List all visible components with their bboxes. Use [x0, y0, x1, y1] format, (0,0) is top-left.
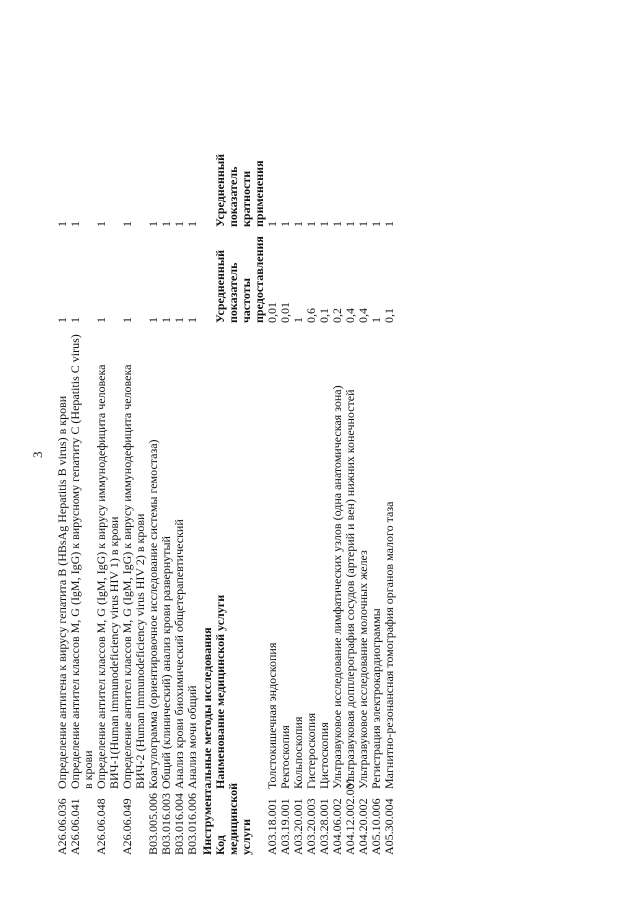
table-row	[186, 25, 199, 855]
frequency-value: 1	[94, 317, 108, 323]
multiplicity-value: 1	[55, 221, 69, 227]
service-name: Определение антител классов M, G (IgM, IgG) к вирусному гепатиту C (Hepatitis C virus) в крови	[68, 334, 95, 789]
frequency-value: 1	[55, 317, 69, 323]
multiplicity-value: 1	[330, 221, 344, 227]
multiplicity-value: 1	[304, 221, 318, 227]
table-row	[121, 25, 147, 855]
service-name: Определение антител классов M, G (IgM, IgG) к вирусу иммунодефицита человека ВИЧ-2 (Human immunodeficiency virus HIV 2) в крови	[120, 364, 147, 789]
service-code: A04.12.002.001	[343, 777, 357, 855]
service-name: Толстокишечная эндоскопия	[265, 642, 279, 789]
frequency-value: 1	[120, 317, 134, 323]
services-table	[56, 25, 396, 855]
frequency-value: 1	[172, 317, 186, 323]
service-code: B03.016.006	[185, 792, 199, 855]
header-frequency: Усредненный показатель частоты предоставления	[213, 236, 266, 323]
frequency-value: 0,1	[317, 308, 331, 323]
table-body-top	[56, 25, 199, 855]
multiplicity-value: 1	[291, 221, 305, 227]
service-name: Определение антител классов M, G (IgM, IgG) к вирусу иммунодефицита человека ВИЧ-1(Human immunodeficiency virus HIV 1) в крови	[94, 364, 121, 789]
rotated-sheet	[30, 25, 590, 875]
multiplicity-value: 1	[172, 221, 186, 227]
multiplicity-value: 1	[68, 221, 82, 227]
table-body-bottom	[266, 25, 396, 855]
multiplicity-value: 1	[317, 221, 331, 227]
multiplicity-value: 1	[146, 221, 160, 227]
service-code: A26.06.041	[68, 798, 82, 855]
service-name: Анализ крови биохимический общетерапевтический	[172, 519, 186, 789]
service-name: Ультразвуковое исследование лимфатических узлов (одна анатомическая зона)	[330, 385, 344, 789]
service-code: A26.06.036	[55, 798, 69, 855]
service-name: Ректоскопия	[278, 725, 292, 789]
service-name: Анализ мочи общий	[185, 685, 199, 789]
service-name: Определение антигена к вирусу гепатита B (HBsAg Hepatitis B virus) в крови	[55, 395, 69, 789]
frequency-value: 0,4	[343, 308, 357, 323]
multiplicity-value: 1	[265, 221, 279, 227]
service-name: Цистоскопия	[317, 722, 331, 789]
service-name: Ультразвуковое исследование молочных желез	[356, 550, 370, 789]
service-code: A05.30.004	[382, 798, 396, 855]
frequency-value: 0,4	[356, 308, 370, 323]
header-code: Код медицинской услуги	[213, 782, 253, 855]
frequency-value: 1	[146, 317, 160, 323]
frequency-value: 0,01	[278, 302, 292, 323]
service-code: B03.016.003	[159, 792, 173, 855]
service-name: Общий (клинический) анализ крови развернутый	[159, 536, 173, 789]
service-code: A04.06.002	[330, 798, 344, 855]
service-code: A03.18.001	[265, 798, 279, 855]
frequency-value: 0,01	[265, 302, 279, 323]
multiplicity-value: 1	[369, 221, 383, 227]
frequency-value: 1	[369, 317, 383, 323]
multiplicity-value: 1	[185, 221, 199, 227]
service-code: A03.20.003	[304, 798, 318, 855]
frequency-value: 1	[159, 317, 173, 323]
service-name: Магнитно-резонансная томография органов малого таза	[382, 501, 396, 789]
table-row	[95, 25, 121, 855]
header-name: Наименование медицинской услуги	[213, 594, 227, 789]
service-name: Кольпоскопия	[291, 716, 305, 789]
header-multiplicity: Усредненный показатель кратности применения	[213, 153, 266, 227]
multiplicity-value: 1	[343, 221, 357, 227]
section-title: Инструментальные методы исследования	[200, 627, 214, 855]
table-row	[69, 25, 95, 855]
frequency-value: 0,6	[304, 308, 318, 323]
service-name: Регистрация электрокардиограммы	[369, 608, 383, 789]
service-code: A04.20.002	[356, 798, 370, 855]
service-code: A03.19.001	[278, 798, 292, 855]
multiplicity-value: 1	[159, 221, 173, 227]
service-name: Ультразвуковая допплерография сосудов (артерий и вен) нижних конечностей	[343, 389, 357, 789]
service-code: A05.10.006	[369, 798, 383, 855]
table-header-row	[214, 25, 266, 855]
frequency-value: 0,2	[330, 308, 344, 323]
multiplicity-value: 1	[356, 221, 370, 227]
service-code: A03.28.001	[317, 798, 331, 855]
service-code: B03.005.006	[146, 792, 160, 855]
service-name: Гистероскопия	[304, 712, 318, 789]
frequency-value: 0,1	[382, 308, 396, 323]
multiplicity-value: 1	[278, 221, 292, 227]
page-number: 3	[30, 451, 45, 458]
frequency-value: 1	[68, 317, 82, 323]
service-code: A26.06.048	[94, 798, 108, 855]
service-name: Коагулограмма (ориентировочное исследование системы гемостаза)	[146, 439, 160, 789]
multiplicity-value: 1	[94, 221, 108, 227]
multiplicity-value: 1	[382, 221, 396, 227]
multiplicity-value: 1	[120, 221, 134, 227]
frequency-value: 1	[291, 317, 305, 323]
service-code: A26.06.049	[120, 798, 134, 855]
service-code: A03.20.001	[291, 798, 305, 855]
table-row	[383, 25, 396, 855]
frequency-value: 1	[185, 317, 199, 323]
service-code: B03.016.004	[172, 792, 186, 855]
